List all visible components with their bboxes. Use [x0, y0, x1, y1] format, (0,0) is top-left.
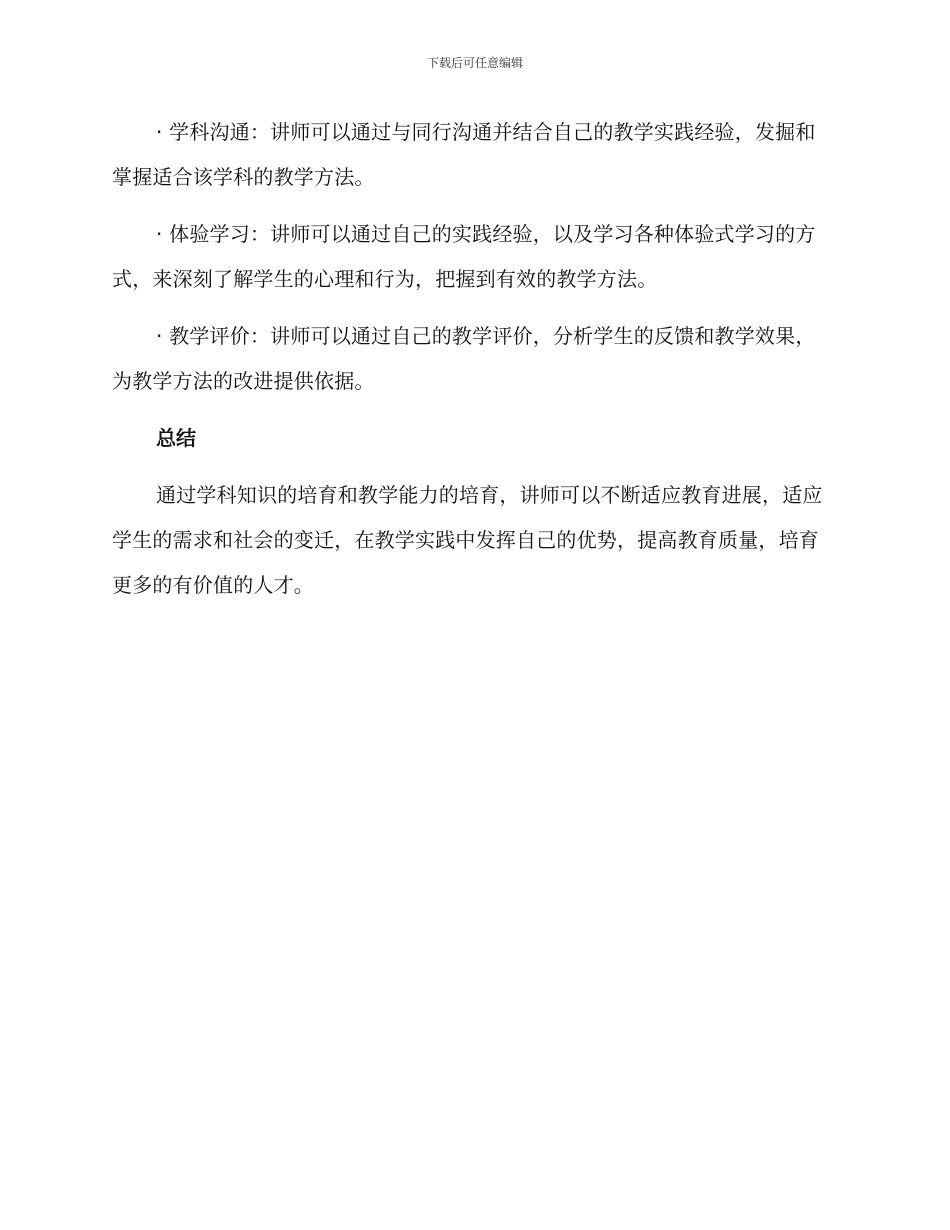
summary-paragraph: 通过学科知识的培育和教学能力的培育，讲师可以不断适应教育进展，适应学生的需求和社会的变迁，在教学实践中发挥自己的优势，提高教育质量，培育更多的有价值的人才。 — [112, 483, 823, 597]
document-body — [112, 110, 832, 620]
summary-heading: 总结 — [156, 426, 196, 450]
bullet-paragraph-experiential-learning: · 体验学习：讲师可以通过自己的实践经验，以及学习各种体验式学习的方式，来深刻了解学生的心理和行为，把握到有效的教学方法。 — [112, 222, 816, 291]
bullet-paragraph-subject-communication: · 学科沟通：讲师可以通过与同行沟通并结合自己的教学实践经验，发掘和掌握适合该学科的教学方法。 — [112, 120, 816, 189]
bullet-paragraph-teaching-evaluation: · 教学评价：讲师可以通过自己的教学评价，分析学生的反馈和教学效果，为教学方法的改进提供依据。 — [112, 324, 816, 393]
page-header: 下载后可任意编辑 — [426, 56, 523, 70]
